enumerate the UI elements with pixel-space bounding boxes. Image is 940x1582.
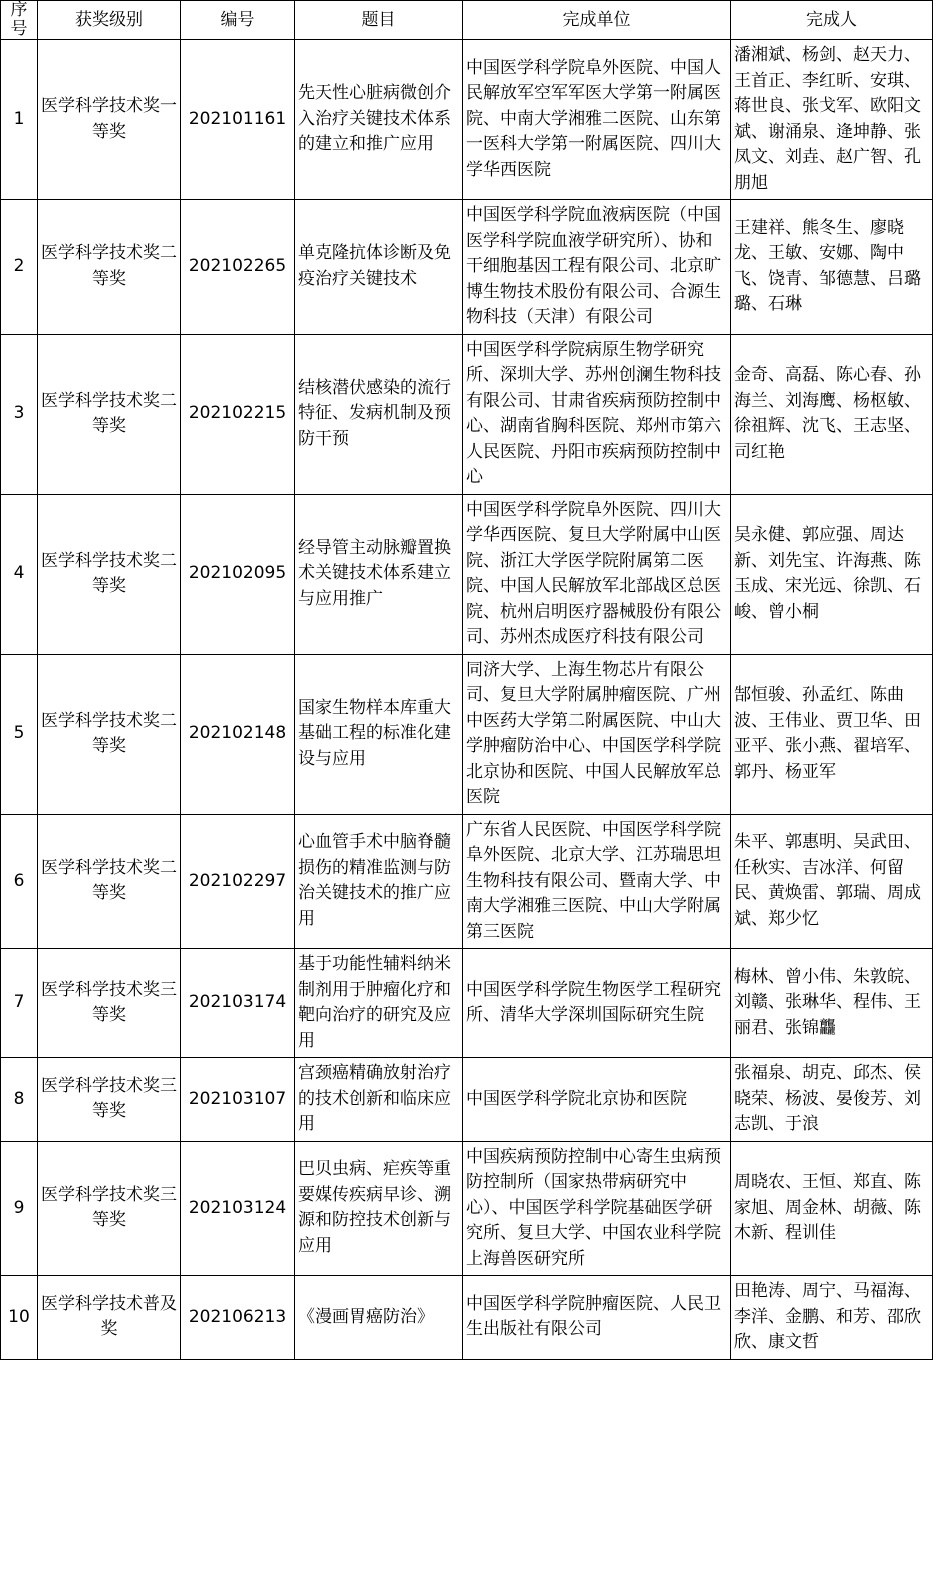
cell-people: 梅林、曾小伟、朱敦皖、刘赣、张琳华、程伟、王丽君、张锦龘: [731, 949, 933, 1058]
cell-people: 朱平、郭惠明、吴武田、任秋实、吉冰洋、何留民、黄焕雷、郭瑞、周成斌、郑少忆: [731, 814, 933, 949]
cell-people: 田艳涛、周宁、马福海、李洋、金鹏、和芳、邵欣欣、康文哲: [731, 1276, 933, 1360]
cell-unit: 中国医学科学院阜外医院、中国人民解放军空军军医大学第一附属医院、中南大学湘雅二医院、山东第一医科大学第一附属医院、四川大学华西医院: [463, 40, 731, 200]
cell-code: 202102297: [181, 814, 295, 949]
cell-no: 5: [1, 654, 38, 814]
table-row: [1, 334, 933, 494]
cell-title: 单克隆抗体诊断及免疫治疗关键技术: [295, 200, 463, 335]
cell-no: 8: [1, 1058, 38, 1142]
cell-code: 202102148: [181, 654, 295, 814]
cell-code: 202102215: [181, 334, 295, 494]
table-row: [1, 949, 933, 1058]
cell-title: 先天性心脏病微创介入治疗关键技术体系的建立和推广应用: [295, 40, 463, 200]
cell-people: 潘湘斌、杨剑、赵天力、王首正、李红昕、安琪、蒋世良、张戈军、欧阳文斌、谢涌泉、逄坤静、张凤文、刘垚、赵广智、孔朋旭: [731, 40, 933, 200]
cell-level: 医学科学技术奖三等奖: [38, 949, 181, 1058]
header-title: 题目: [295, 1, 463, 40]
cell-no: 9: [1, 1141, 38, 1276]
cell-level: 医学科学技术奖二等奖: [38, 200, 181, 335]
table-row: [1, 1276, 933, 1360]
cell-code: 202102095: [181, 494, 295, 654]
cell-people: 吴永健、郭应强、周达新、刘先宝、许海燕、陈玉成、宋光远、徐凯、石峻、曾小桐: [731, 494, 933, 654]
header-people: 完成人: [731, 1, 933, 40]
cell-no: 10: [1, 1276, 38, 1360]
cell-people: 张福泉、胡克、邱杰、侯晓荣、杨波、晏俊芳、刘志凯、于浪: [731, 1058, 933, 1142]
cell-title: 基于功能性辅料纳米制剂用于肿瘤化疗和靶向治疗的研究及应用: [295, 949, 463, 1058]
cell-title: 经导管主动脉瓣置换术关键技术体系建立与应用推广: [295, 494, 463, 654]
cell-title: 宫颈癌精确放射治疗的技术创新和临床应用: [295, 1058, 463, 1142]
cell-title: 结核潜伏感染的流行特征、发病机制及预防干预: [295, 334, 463, 494]
cell-unit: 中国医学科学院生物医学工程研究所、清华大学深圳国际研究生院: [463, 949, 731, 1058]
cell-code: 202103107: [181, 1058, 295, 1142]
cell-people: 郜恒骏、孙孟红、陈曲波、王伟业、贾卫华、田亚平、张小燕、翟培军、郭丹、杨亚军: [731, 654, 933, 814]
cell-unit: 广东省人民医院、中国医学科学院阜外医院、北京大学、江苏瑞思坦生物科技有限公司、暨南大学、中南大学湘雅三医院、中山大学附属第三医院: [463, 814, 731, 949]
cell-level: 医学科学技术奖三等奖: [38, 1141, 181, 1276]
cell-no: 2: [1, 200, 38, 335]
cell-code: 202103124: [181, 1141, 295, 1276]
cell-level: 医学科学技术奖二等奖: [38, 814, 181, 949]
cell-code: 202101161: [181, 40, 295, 200]
table-row: [1, 494, 933, 654]
header-no: 序号: [1, 1, 38, 40]
cell-code: 202106213: [181, 1276, 295, 1360]
cell-no: 1: [1, 40, 38, 200]
cell-people: 周晓农、王恒、郑直、陈家旭、周金林、胡薇、陈木新、程训佳: [731, 1141, 933, 1276]
cell-level: 医学科学技术奖三等奖: [38, 1058, 181, 1142]
header-level: 获奖级别: [38, 1, 181, 40]
cell-level: 医学科学技术奖二等奖: [38, 494, 181, 654]
cell-level: 医学科学技术奖二等奖: [38, 334, 181, 494]
header-unit: 完成单位: [463, 1, 731, 40]
cell-no: 6: [1, 814, 38, 949]
cell-people: 王建祥、熊冬生、廖晓龙、王敏、安娜、陶中飞、饶青、邹德慧、吕璐璐、石琳: [731, 200, 933, 335]
cell-unit: 中国疾病预防控制中心寄生虫病预防控制所（国家热带病研究中心）、中国医学科学院基础医学研究所、复旦大学、中国农业科学院上海兽医研究所: [463, 1141, 731, 1276]
cell-unit: 同济大学、上海生物芯片有限公司、复旦大学附属肿瘤医院、广州中医药大学第二附属医院、中山大学肿瘤防治中心、中国医学科学院北京协和医院、中国人民解放军总医院: [463, 654, 731, 814]
cell-no: 3: [1, 334, 38, 494]
cell-no: 7: [1, 949, 38, 1058]
table-row: [1, 40, 933, 200]
table-row: [1, 814, 933, 949]
cell-code: 202103174: [181, 949, 295, 1058]
cell-unit: 中国医学科学院北京协和医院: [463, 1058, 731, 1142]
header-code: 编号: [181, 1, 295, 40]
header-row: [1, 1, 933, 40]
cell-title: 心血管手术中脑脊髓损伤的精准监测与防治关键技术的推广应用: [295, 814, 463, 949]
cell-people: 金奇、高磊、陈心春、孙海兰、刘海鹰、杨枢敏、徐祖辉、沈飞、王志坚、司红艳: [731, 334, 933, 494]
cell-code: 202102265: [181, 200, 295, 335]
cell-unit: 中国医学科学院肿瘤医院、人民卫生出版社有限公司: [463, 1276, 731, 1360]
cell-title: 《漫画胃癌防治》: [295, 1276, 463, 1360]
cell-unit: 中国医学科学院血液病医院（中国医学科学院血液学研究所）、协和干细胞基因工程有限公司、北京旷博生物技术股份有限公司、合源生物科技（天津）有限公司: [463, 200, 731, 335]
table-row: [1, 654, 933, 814]
cell-unit: 中国医学科学院病原生物学研究所、深圳大学、苏州创澜生物科技有限公司、甘肃省疾病预防控制中心、湖南省胸科医院、郑州市第六人民医院、丹阳市疾病预防控制中心: [463, 334, 731, 494]
table-row: [1, 200, 933, 335]
cell-level: 医学科学技术奖一等奖: [38, 40, 181, 200]
cell-title: 国家生物样本库重大基础工程的标准化建设与应用: [295, 654, 463, 814]
cell-title: 巴贝虫病、疟疾等重要媒传疾病早诊、溯源和防控技术创新与应用: [295, 1141, 463, 1276]
cell-level: 医学科学技术奖二等奖: [38, 654, 181, 814]
cell-level: 医学科学技术普及奖: [38, 1276, 181, 1360]
table-row: [1, 1058, 933, 1142]
table-row: [1, 1141, 933, 1276]
cell-no: 4: [1, 494, 38, 654]
cell-unit: 中国医学科学院阜外医院、四川大学华西医院、复旦大学附属中山医院、浙江大学医学院附属第二医院、中国人民解放军北部战区总医院、杭州启明医疗器械股份有限公司、苏州杰成医疗科技有限公司: [463, 494, 731, 654]
